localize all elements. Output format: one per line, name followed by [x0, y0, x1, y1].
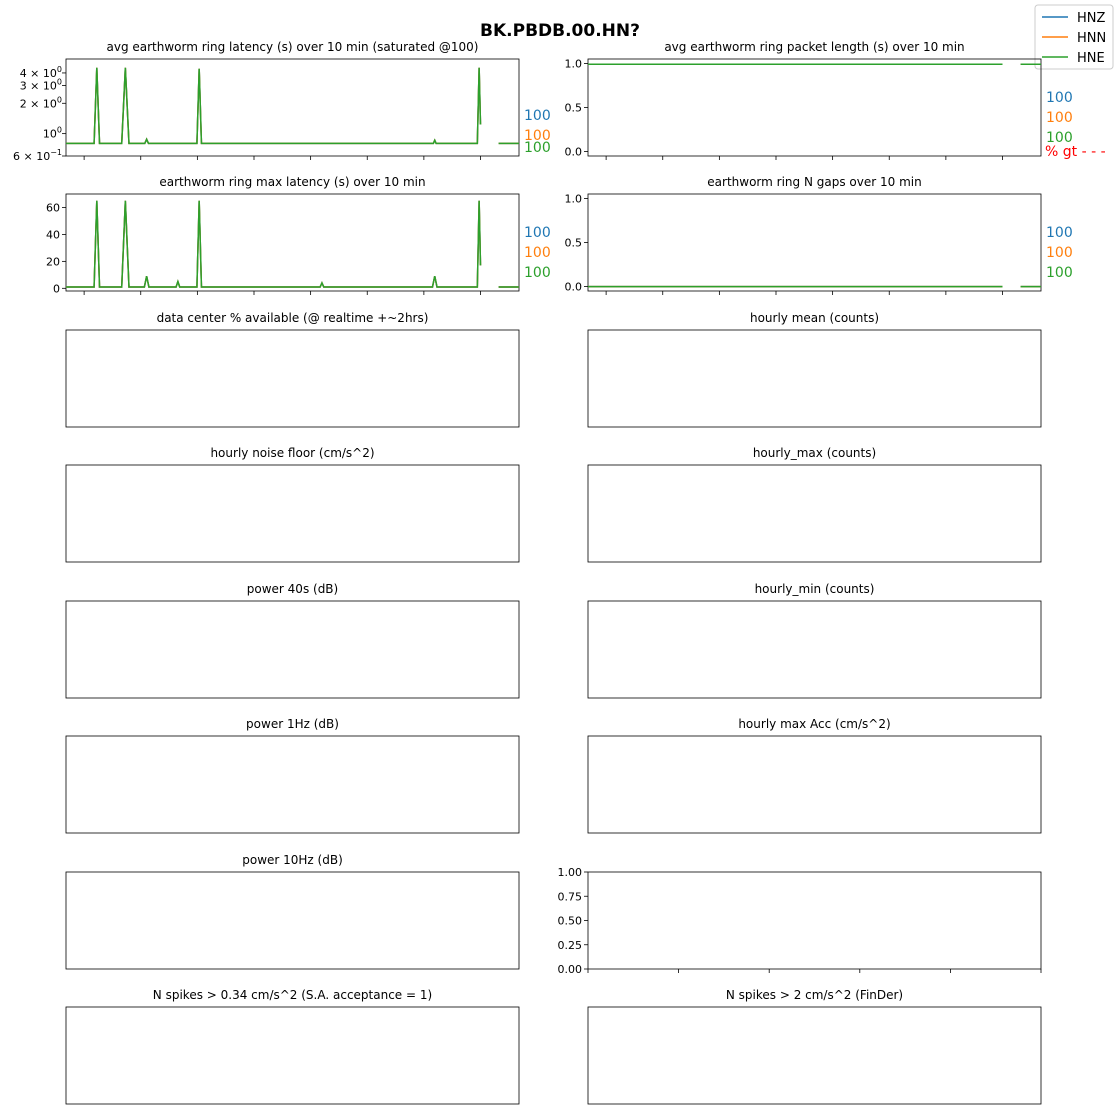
axes-frame-dc_available	[66, 330, 519, 427]
ytick-label-empty_axes-4: 0.00	[557, 963, 582, 976]
panel-spikes_034	[66, 988, 519, 1104]
pct-available-max_latency-hne: 100	[524, 265, 551, 281]
pct-available-avg_latency-hnz: 100	[524, 108, 551, 124]
gt-label: % gt - - -	[1045, 144, 1106, 160]
panel-max_latency	[46, 175, 551, 295]
panel-title-spikes_034: N spikes > 0.34 cm/s^2 (S.A. acceptance = 1)	[152, 988, 433, 1002]
axes-frame-hourly_max	[588, 465, 1041, 562]
axes-frame-n_gaps	[588, 194, 1041, 291]
pct-available-avg_latency-hne: 100	[524, 140, 551, 156]
panel-hourly_max_acc	[588, 717, 1041, 833]
axes-frame-power_10hz	[66, 872, 519, 969]
axes-frame-hourly_min	[588, 601, 1041, 698]
ytick-label-empty_axes-0: 1.00	[557, 866, 582, 879]
ytick-label-avg_latency-2: $2 \times 10^0$	[19, 95, 62, 111]
pct-available-max_latency-hnn: 100	[524, 245, 551, 261]
panel-title-avg_latency: avg earthworm ring latency (s) over 10 min (saturated @100)	[106, 40, 479, 54]
ytick-label-avg_latency-0: $4 \times 10^0$	[19, 64, 62, 80]
axes-frame-max_latency	[66, 194, 519, 291]
axes-frame-spikes_034	[66, 1007, 519, 1104]
panel-power_1hz	[66, 717, 519, 833]
panel-hourly_max	[588, 446, 1041, 562]
panel-title-hourly_mean: hourly mean (counts)	[749, 311, 880, 325]
ytick-label-empty_axes-1: 0.75	[557, 890, 582, 904]
panel-power_10hz	[66, 853, 519, 969]
ytick-label-empty_axes-2: 0.50	[557, 914, 582, 928]
legend-label-hnz: HNZ	[1077, 11, 1106, 26]
panel-title-hourly_max_acc: hourly max Acc (cm/s^2)	[738, 717, 891, 731]
pct-available-max_latency-hnz: 100	[524, 225, 551, 241]
pct-available-n_gaps-hnz: 100	[1046, 225, 1073, 241]
panel-n_gaps	[565, 175, 1073, 295]
series-hne-max_latency-0	[66, 201, 480, 287]
panel-title-power_40s: power 40s (dB)	[246, 582, 339, 596]
ytick-label-max_latency-1: 40	[46, 228, 60, 242]
panel-noise_floor	[66, 446, 519, 562]
panel-title-spikes_2: N spikes > 2 cm/s^2 (FinDer)	[725, 988, 904, 1002]
pct-available-avg_packet_length-hnn: 100	[1046, 110, 1073, 126]
panel-title-max_latency: earthworm ring max latency (s) over 10 min	[159, 175, 426, 189]
pct-available-n_gaps-hnn: 100	[1046, 245, 1073, 261]
ytick-label-avg_packet_length-0: 1.0	[564, 57, 582, 71]
panel-dc_available	[66, 311, 519, 427]
ytick-label-avg_packet_length-2: 0.0	[564, 145, 582, 159]
axes-frame-power_1hz	[66, 736, 519, 833]
panel-spikes_2	[588, 988, 1041, 1104]
panel-avg_packet_length	[565, 40, 1073, 160]
axes-frame-noise_floor	[66, 465, 519, 562]
panel-title-power_1hz: power 1Hz (dB)	[246, 717, 339, 731]
axes-frame-avg_latency	[66, 59, 519, 156]
panel-title-power_10hz: power 10Hz (dB)	[242, 853, 343, 867]
panel-hourly_min	[588, 582, 1041, 698]
pct-available-avg_packet_length-hne: 100	[1046, 130, 1073, 146]
panel-title-n_gaps: earthworm ring N gaps over 10 min	[707, 175, 922, 189]
ytick-label-avg_latency-3: $10^0$	[42, 125, 62, 141]
pct-available-avg_packet_length-hnz: 100	[1046, 90, 1073, 106]
ytick-label-avg_packet_length-1: 0.5	[564, 101, 582, 115]
panel-title-hourly_min: hourly_min (counts)	[754, 582, 875, 596]
panel-avg_latency	[13, 40, 551, 163]
series-hne-avg_latency-0	[66, 68, 480, 144]
axes-frame-power_40s	[66, 601, 519, 698]
panel-power_40s	[66, 582, 519, 698]
panel-title-avg_packet_length: avg earthworm ring packet length (s) over 10 min	[664, 40, 965, 54]
ytick-label-avg_latency-1: $3 \times 10^0$	[19, 77, 62, 93]
ytick-label-empty_axes-3: 0.25	[557, 938, 582, 952]
pct-available-avg_latency-hnn: 100	[524, 128, 551, 144]
panel-title-noise_floor: hourly noise floor (cm/s^2)	[210, 446, 375, 460]
ytick-label-n_gaps-0: 1.0	[564, 192, 582, 206]
panel-hourly_mean	[588, 311, 1041, 427]
legend-label-hnn: HNN	[1077, 31, 1107, 46]
figure-title: BK.PBDB.00.HN?	[480, 21, 640, 41]
axes-frame-empty_axes	[588, 872, 1041, 969]
ytick-label-n_gaps-2: 0.0	[564, 280, 582, 294]
legend	[1035, 5, 1113, 69]
pct-available-n_gaps-hne: 100	[1046, 265, 1073, 281]
axes-frame-hourly_mean	[588, 330, 1041, 427]
panel-empty_axes	[558, 866, 1042, 976]
ytick-label-max_latency-3: 0	[53, 282, 60, 296]
legend-label-hne: HNE	[1077, 51, 1105, 66]
axes-frame-avg_packet_length	[588, 59, 1041, 156]
axes-frame-spikes_2	[588, 1007, 1041, 1104]
ytick-label-avg_latency-4: $6 \times 10^{-1}$	[12, 148, 62, 163]
ytick-label-max_latency-2: 20	[46, 255, 60, 269]
ytick-label-n_gaps-1: 0.5	[564, 236, 582, 250]
ytick-label-max_latency-0: 60	[46, 201, 60, 215]
panel-title-dc_available: data center % available (@ realtime +~2hrs)	[156, 311, 429, 325]
axes-frame-hourly_max_acc	[588, 736, 1041, 833]
panel-title-hourly_max: hourly_max (counts)	[752, 446, 877, 460]
